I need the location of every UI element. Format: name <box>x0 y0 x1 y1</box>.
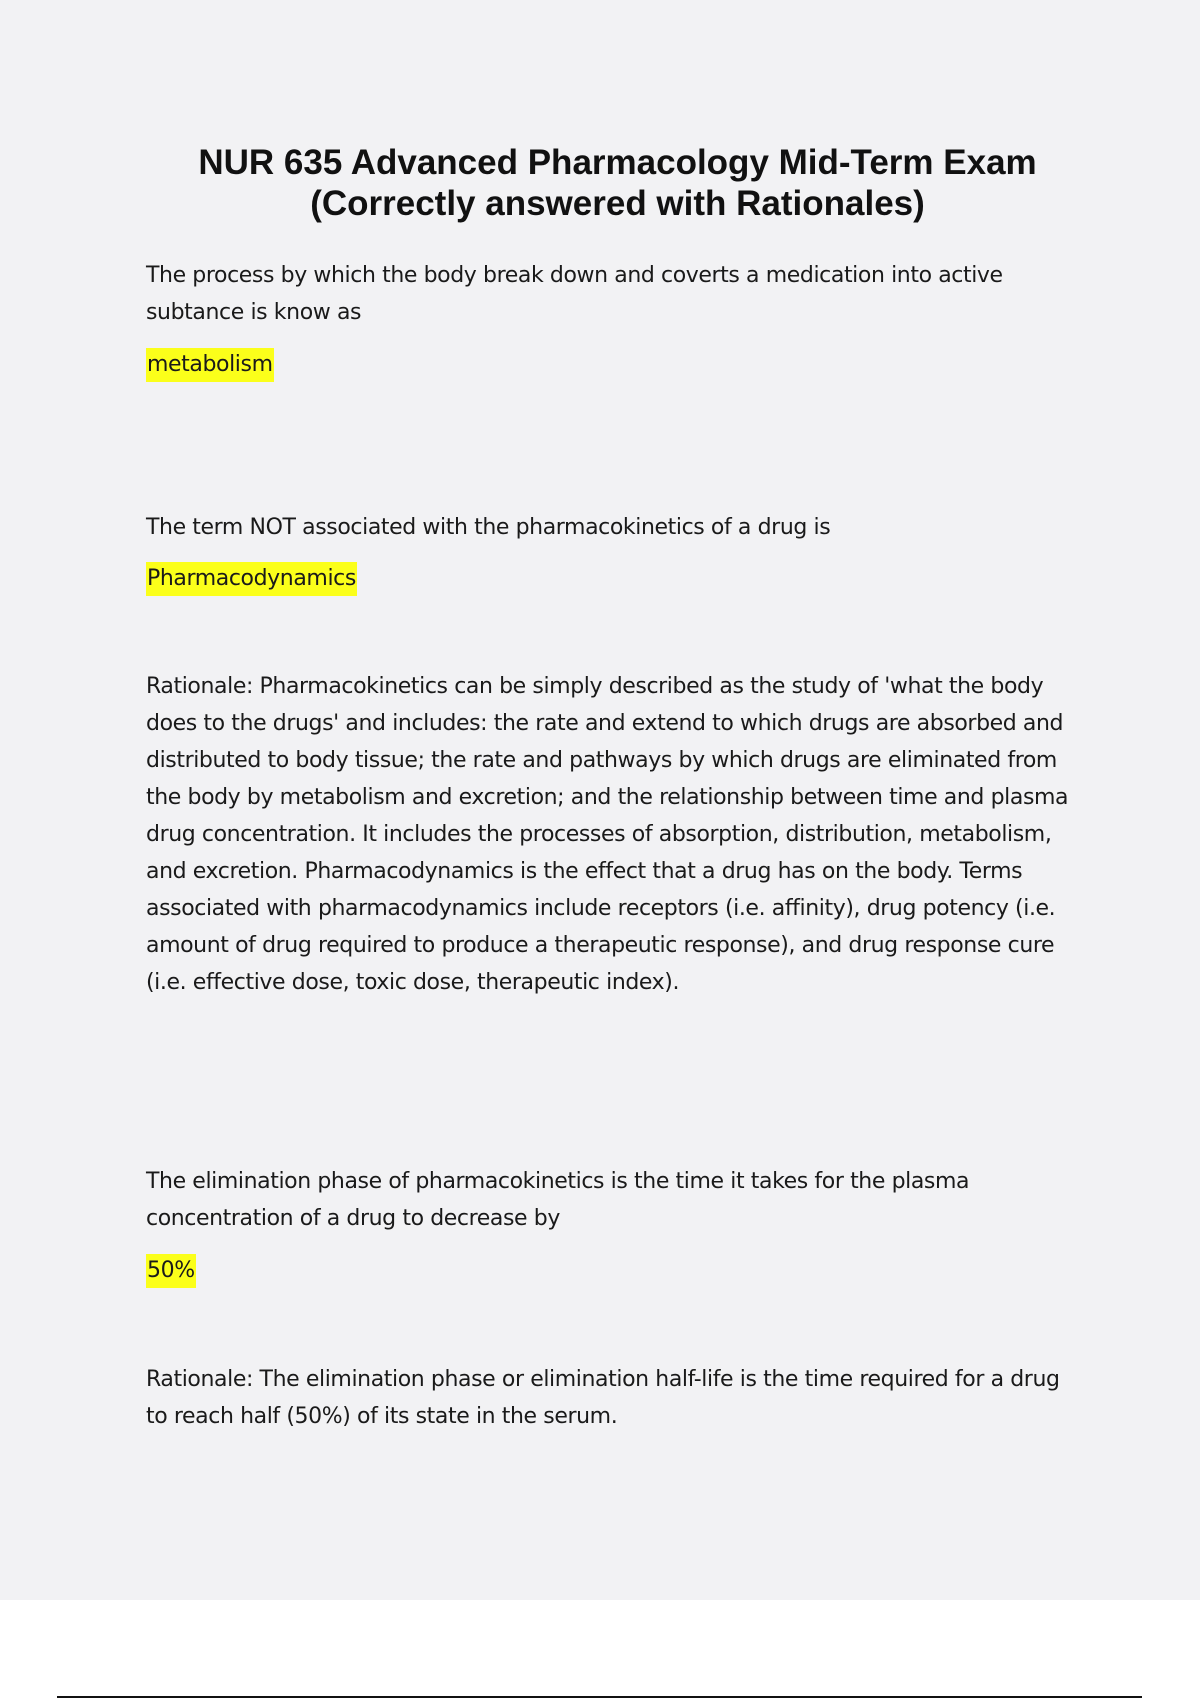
question-1-prompt: The process by which the body break down and coverts a medication into active subtance is know as <box>146 263 1003 325</box>
question-1-answer: metabolism <box>146 348 274 382</box>
question-3-answer: 50% <box>146 1254 196 1288</box>
question-3-rationale: Rationale: The elimination phase or elimination half-life is the time required for a drug to reach half (50%) of its state in the serum. <box>146 1367 1060 1429</box>
page-divider <box>57 1696 1142 1698</box>
question-2-answer: Pharmacodynamics <box>146 562 357 596</box>
document-title: NUR 635 Advanced Pharmacology Mid-Term Exam (Correctly answered with Rationales) <box>198 143 1037 223</box>
question-3-prompt: The elimination phase of pharmacokinetics is the time it takes for the plasma concentration of a drug to decrease by <box>146 1169 970 1231</box>
question-2-prompt: The term NOT associated with the pharmacokinetics of a drug is <box>146 515 831 540</box>
question-2-rationale: Rationale: Pharmacokinetics can be simply described as the study of 'what the body does to the drugs' and includes: the rate and extend to which drugs are absorbed and distributed to body tissue; the rate and pathways by which drugs are eliminated from the body by metabolism and excretion; and the relationship between time and plasma drug concentration. It includes the processes of absorption, distribution, metabolism, and excretion. Pharmacodynamics is the effect that a drug has on the body. Terms associated with pharmacodynamics include receptors (i.e. affinity), drug potency (i.e. amount of drug required to produce a therapeutic response), and drug response cure (i.e. effective dose, toxic dose, therapeutic index). <box>146 674 1069 995</box>
